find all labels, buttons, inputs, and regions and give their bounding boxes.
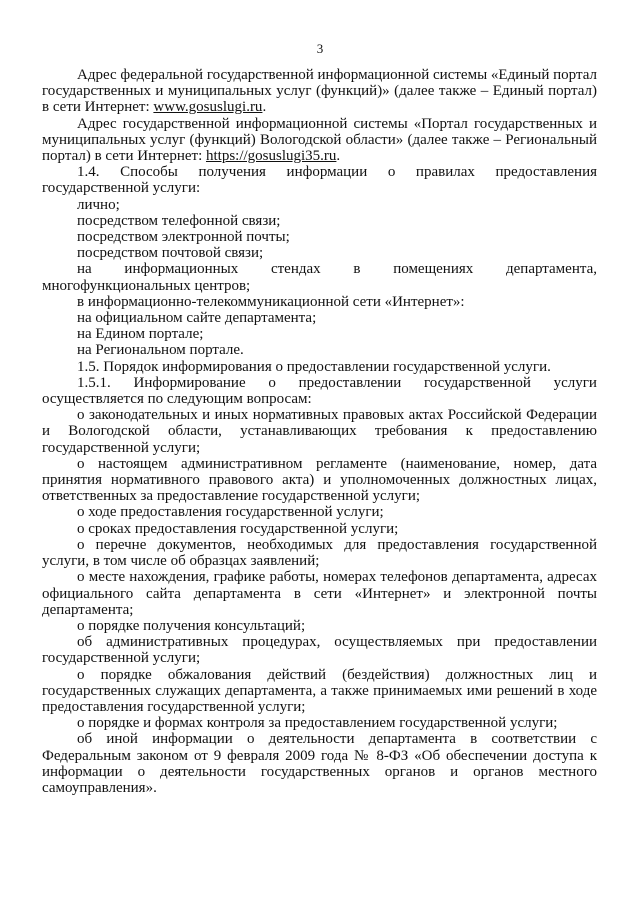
- section-1-4-continuation: государственной услуги:: [42, 180, 201, 197]
- section-1-5-1-continuation: осуществляется по следующим вопросам:: [42, 391, 312, 408]
- method-item: посредством электронной почты;: [77, 229, 290, 246]
- section-1-5-1-heading: 1.5.1. Информирование о предоставлении государственной услуги: [77, 374, 597, 391]
- method-item: лично;: [77, 196, 120, 213]
- internet-item: на Едином портале;: [77, 326, 204, 343]
- topic-item: о месте нахождения, графике работы, номерах телефонов департамента, адресах официального сайта департамента в сети «Интернет» и электронной почты департамента;: [42, 569, 597, 618]
- page-number: 3: [316, 41, 324, 56]
- topic-item: об административных процедурах, осуществляемых при предоставлении государственной услуги;: [42, 634, 597, 667]
- federal-portal-text: Адрес федеральной государственной информационной системы «Единый портал государственных и муниципальных услуг (функций)» (далее также – Единый портал) в сети Интернет:: [42, 67, 597, 116]
- topic-item: о порядке и формах контроля за предоставлением государственной услуги;: [77, 715, 558, 732]
- regional-portal-text: Адрес государственной информационной системы «Портал государственных и муниципальных услуг (функций) Вологодской области» (далее также – Региональный портал) в сети Интернет:: [42, 115, 597, 165]
- regional-portal-paragraph: Адрес государственной информационной системы «Портал государственных и муниципальных услуг (функций) Вологодской области» (далее также – Региональный портал) в сети Интернет: https://gosuslugi35.ru.: [42, 115, 597, 165]
- method-item: посредством почтовой связи;: [77, 245, 264, 262]
- topic-item: о ходе предоставления государственной услуги;: [77, 504, 384, 521]
- gosuslugi-link[interactable]: www.gosuslugi.ru: [153, 99, 263, 116]
- topic-item: о законодательных и иных нормативных правовых актах Российской Федерации и Вологодской области, устанавливающих требования к предоставлению государственной услуги;: [42, 407, 597, 456]
- gosuslugi35-link[interactable]: https://gosuslugi35.ru: [205, 148, 337, 165]
- section-1-4-heading: 1.4. Способы получения информации о правилах предоставления: [77, 164, 597, 181]
- topic-item: о порядке обжалования действий (бездействия) должностных лиц и государственных служащих департамента, а также принимаемых ими решений в ходе предоставления государственной услуги;: [42, 666, 597, 715]
- document-body: [42, 67, 597, 796]
- topic-item: о порядке получения консультаций;: [77, 617, 306, 634]
- internet-item: на официальном сайте департамента;: [77, 310, 317, 327]
- federal-portal-paragraph: Адрес федеральной государственной информационной системы «Единый портал государственных и муниципальных услуг (функций)» (далее также – Единый портал) в сети Интернет: www.gosuslugi.ru.: [42, 67, 597, 116]
- internet-item: на Региональном портале.: [77, 342, 244, 359]
- topic-item: о настоящем административном регламенте (наименование, номер, дата принятия нормативного правового акта) и уполномоченных должностных лицах, ответственных за предоставление государственной услуги;: [42, 455, 597, 505]
- info-stands-continuation: многофункциональных центров;: [42, 277, 251, 294]
- topic-item: о сроках предоставления государственной услуги;: [77, 520, 399, 537]
- section-1-5-heading: 1.5. Порядок информирования о предоставлении государственной услуги.: [77, 358, 551, 375]
- topic-item: о перечне документов, необходимых для предоставления государственной услуги, в том числе об образцах заявлений;: [42, 536, 597, 570]
- topic-item: об иной информации о деятельности департамента в соответствии с Федеральным законом от 9 февраля 2009 года № 8-ФЗ «Об обеспечении доступа к информации о деятельности государственных органов и органов местного самоуправления».: [42, 731, 597, 796]
- internet-item: в информационно-телекоммуникационной сети «Интернет»:: [77, 293, 465, 310]
- info-stands-line: на информационных стендах в помещениях департамента,: [77, 261, 597, 278]
- method-item: посредством телефонной связи;: [77, 212, 281, 229]
